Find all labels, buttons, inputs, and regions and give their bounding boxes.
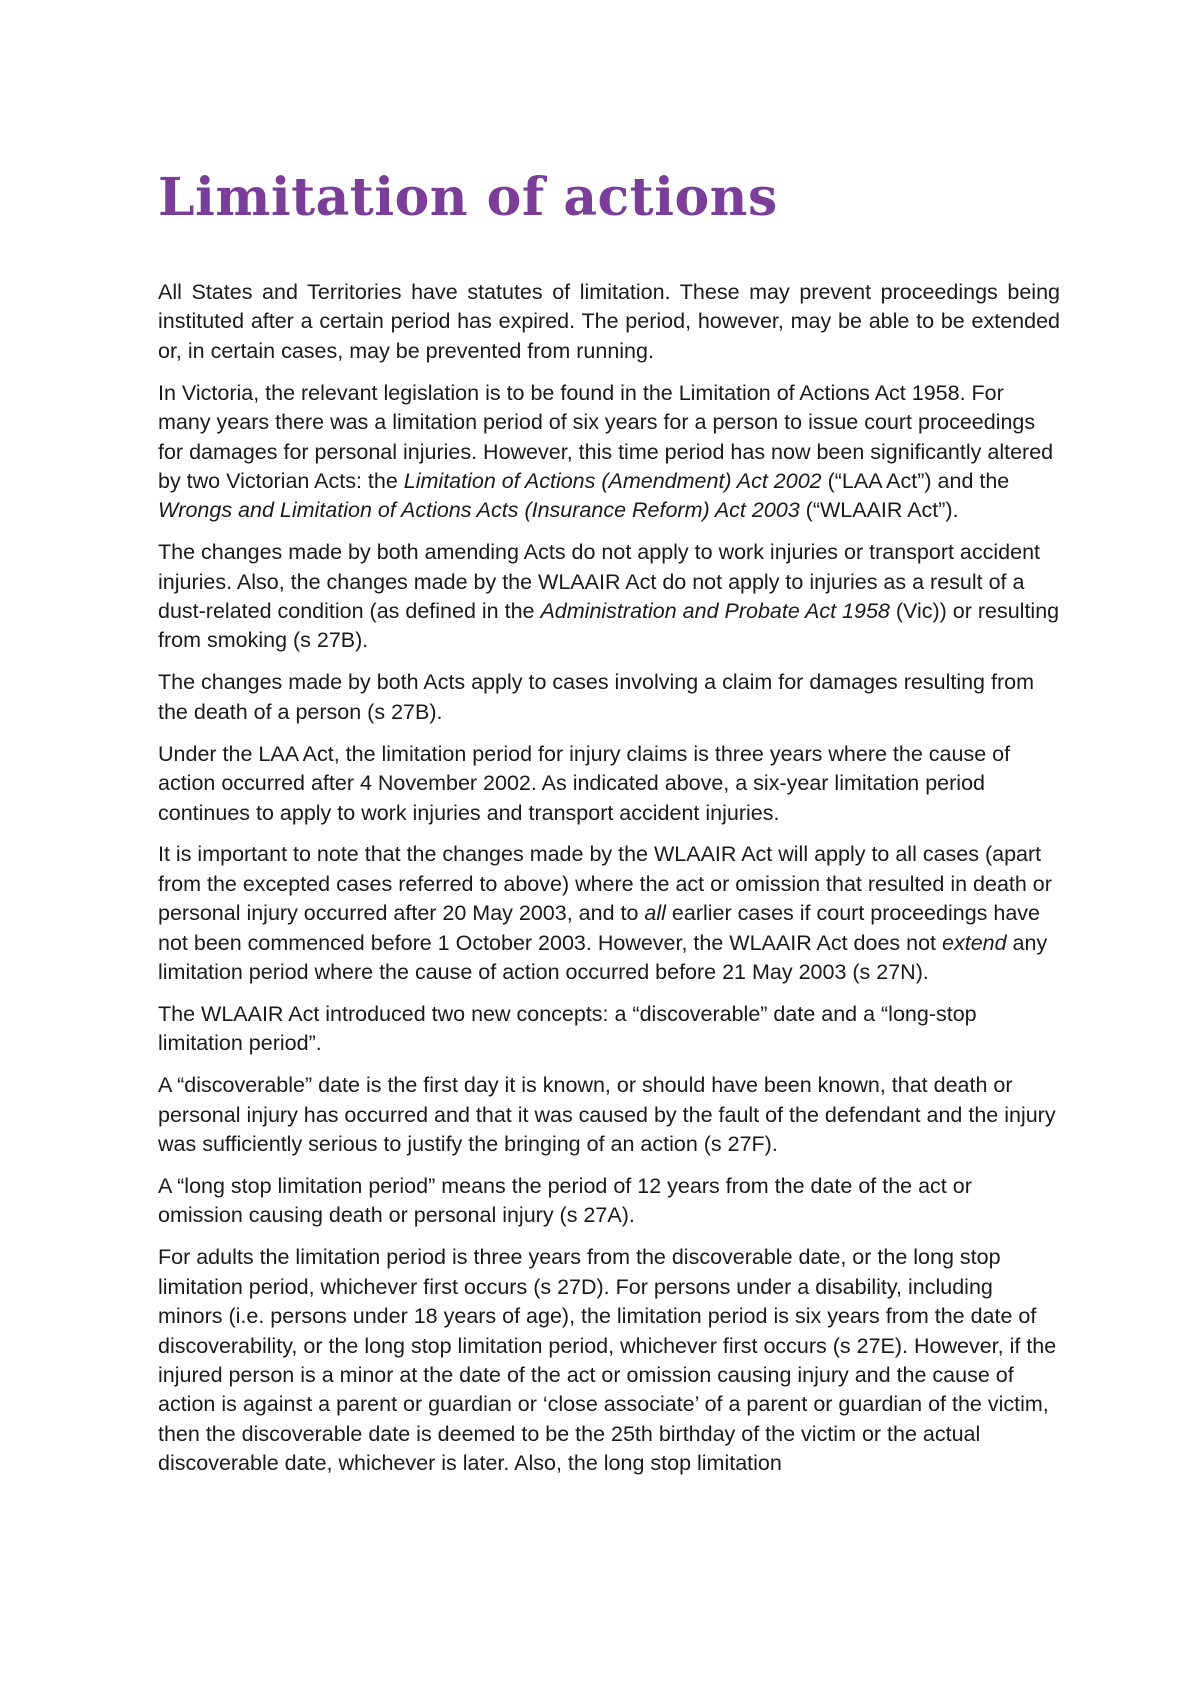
paragraph-text: (“WLAAIR Act”). xyxy=(799,498,959,523)
page-title: Limitation of actions xyxy=(158,167,778,228)
paragraph-text: It is important to note that the changes made by the WLAAIR Act will apply to all cases (apart from the excepted cases referred to above) where the act or omission that resulted in death or personal injury occurred after 20 May 2003, and to xyxy=(158,842,1052,926)
paragraph-laa-act: Under the LAA Act, the limitation period for injury claims is three years where the cause of action occurred after 4 November 2002. As indicated above, a six-year limitation period continues to apply to work injuries and transport accident injuries. xyxy=(158,741,1011,825)
paragraph-death-claims: The changes made by both Acts apply to cases involving a claim for damages resulting from the death of a person (s 27B). xyxy=(158,670,1034,724)
paragraph-adults-minors: For adults the limitation period is three years from the discoverable date, or the long stop limitation period, whichever first occurs (s 27D). For persons under a disability, including minors (i.e. persons under 18 years of age), the limitation period is six years from the date of discoverability, or the long stop limitation period, whichever first occurs (s 27E). However, if the injured person is a minor at the date of the act or omission causing injury and the cause of action is against a parent or guardian or ‘close associate’ of a parent or guardian of the victim, then the discoverable date is deemed to be the 25th birthday of the victim or the actual discoverable date, whichever is later. Also, the long stop limitation xyxy=(158,1245,1057,1476)
document-body xyxy=(158,278,1060,1491)
italic-act-title: Limitation of Actions (Amendment) Act 2002 xyxy=(403,468,822,493)
paragraph-amending-acts xyxy=(158,538,1060,656)
paragraph-text: (“LAA Act”) and the xyxy=(821,468,1010,493)
paragraph-long-stop: A “long stop limitation period” means the period of 12 years from the date of the act or omission causing death or personal injury (s 27A). xyxy=(158,1173,972,1228)
italic-act-title: Administration and Probate Act 1958 xyxy=(540,599,890,624)
paragraph-text: The changes made by both amending Acts do not apply to work injuries or transport accident injuries. Also, the changes made by the WLAAIR Act do not apply to injuries as a result of a dust-related condition (as defined in the xyxy=(158,540,1041,624)
paragraph-victoria-legislation xyxy=(158,379,1060,526)
paragraph-text: earlier cases if court proceedings have not been commenced before 1 October 2003. However, the WLAAIR Act does not xyxy=(158,901,1040,955)
italic-act-title: Wrongs and Limitation of Actions Acts (Insurance Reform) Act 2003 xyxy=(158,498,800,523)
paragraph-text: In Victoria, the relevant legislation is to be found in the Limitation of Actions Act 1958. For many years there was a limitation period of six years for a person to issue court proceedings for damages for personal injuries. However, this time period has now been significantly altered by two Victorian Acts: the xyxy=(158,380,1054,493)
italic-emphasis: extend xyxy=(942,930,1007,955)
paragraph-text: (Vic)) or resulting from smoking (s 27B). xyxy=(158,599,1060,653)
paragraph-intro: All States and Territories have statutes of limitation. These may prevent proceedings being instituted after a certain period has expired. The period, however, may be able to be extended or, in certain cases, may be prevented from running. xyxy=(158,280,1060,363)
paragraph-discoverable-date: A “discoverable” date is the first day it is known, or should have been known, that death or personal injury has occurred and that it was caused by the fault of the defendant and the injury was sufficiently serious to justify the bringing of an action (s 27F). xyxy=(158,1073,1056,1157)
document-page xyxy=(158,0,1060,1698)
paragraph-wlaair-application xyxy=(158,840,1060,987)
paragraph-new-concepts: The WLAAIR Act introduced two new concepts: a “discoverable” date and a “long-stop limitation period”. xyxy=(158,1001,977,1056)
italic-emphasis: all xyxy=(644,901,666,926)
paragraph-text: any limitation period where the cause of action occurred before 21 May 2003 (s 27N). xyxy=(158,930,1048,985)
